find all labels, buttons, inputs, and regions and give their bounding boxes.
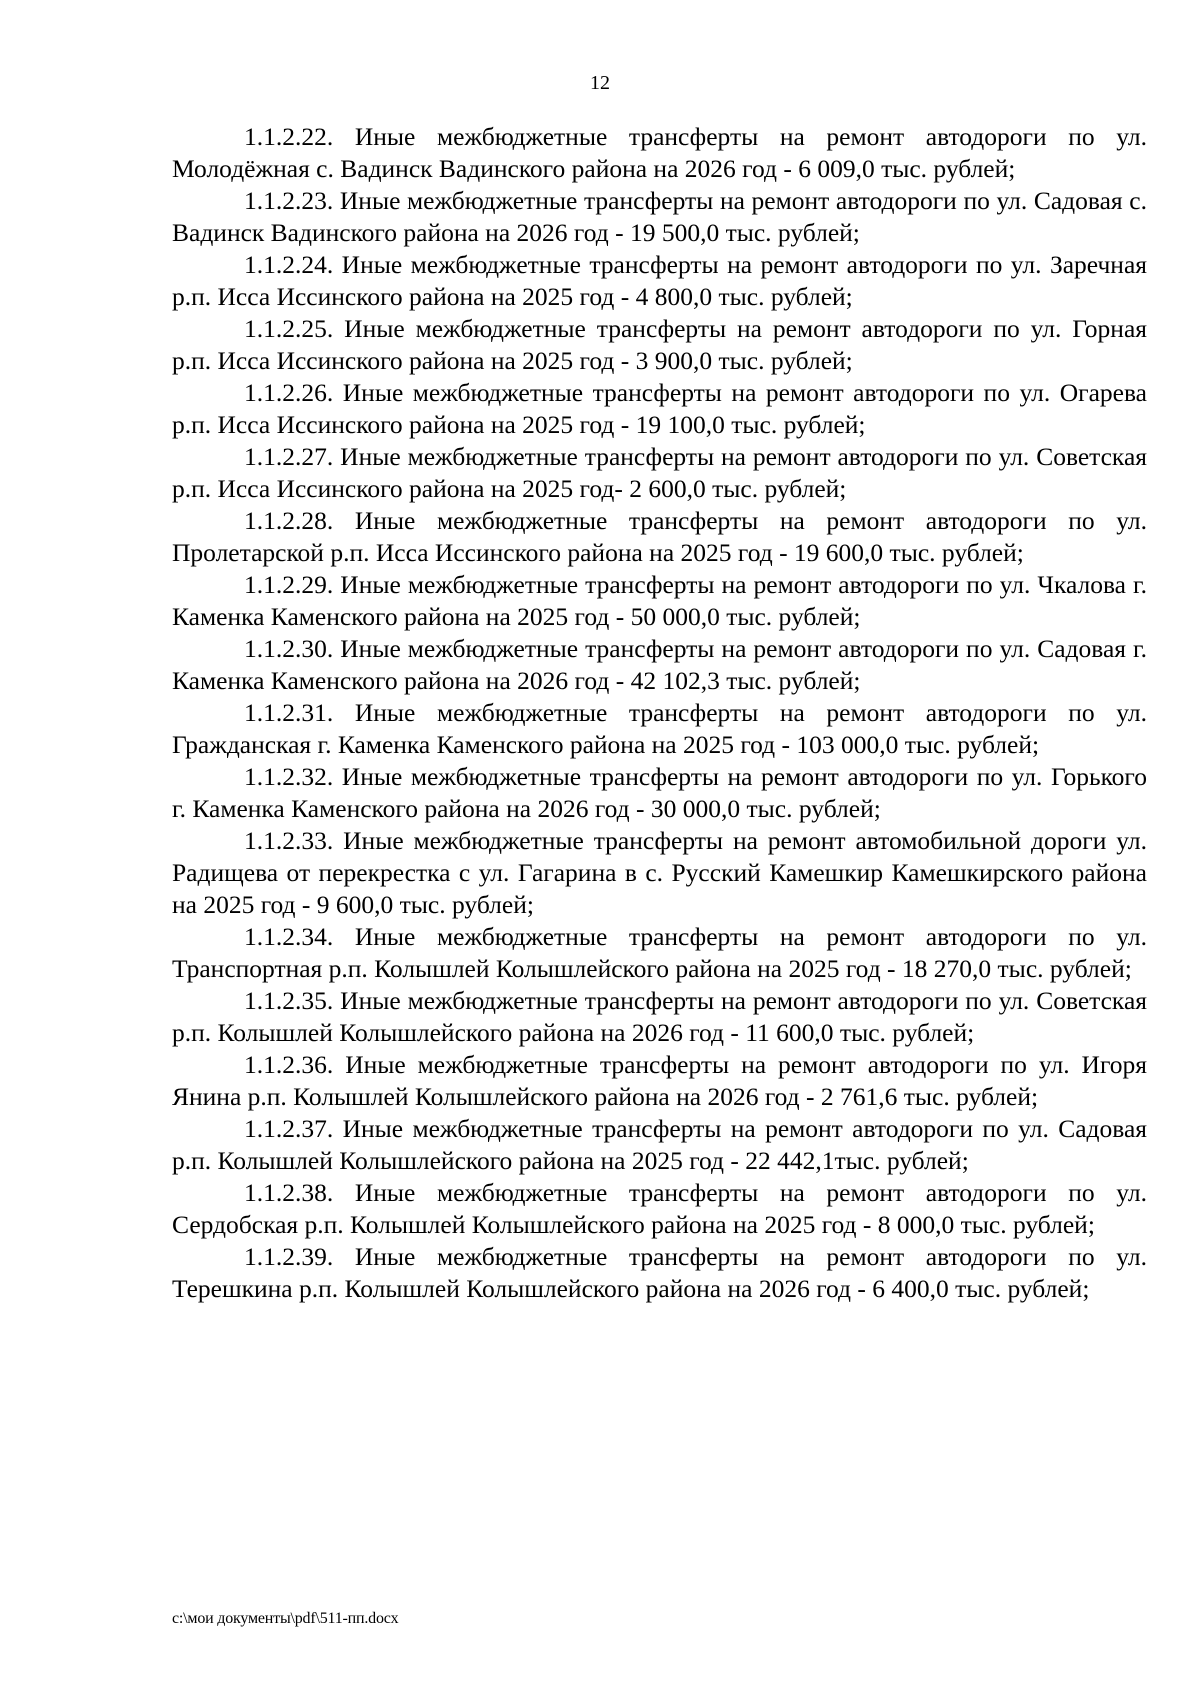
paragraph-1-1-2-26: 1.1.2.26. Иные межбюджетные трансферты на ремонт автодороги по ул. Огарева р.п. Исса Иссинского района на 2025 год - 19 100,0 тыс. рублей; <box>172 378 1147 439</box>
paragraph-1-1-2-22: 1.1.2.22. Иные межбюджетные трансферты на ремонт автодороги по ул. Молодёжная с. Вадинск Вадинского района на 2026 год - 6 009,0 тыс. рублей; <box>172 122 1147 183</box>
paragraph-1-1-2-28: 1.1.2.28. Иные межбюджетные трансферты на ремонт автодороги по ул. Пролетарской р.п. Исса Иссинского района на 2025 год - 19 600,0 тыс. рублей; <box>172 506 1147 567</box>
paragraph-1-1-2-38: 1.1.2.38. Иные межбюджетные трансферты на ремонт автодороги по ул. Сердобская р.п. Колышлей Колышлейского района на 2025 год - 8 000,0 тыс. рублей; <box>172 1178 1147 1239</box>
paragraph-1-1-2-29: 1.1.2.29. Иные межбюджетные трансферты на ремонт автодороги по ул. Чкалова г. Каменка Каменского района на 2025 год - 50 000,0 тыс. рублей; <box>172 570 1147 631</box>
paragraph-1-1-2-27: 1.1.2.27. Иные межбюджетные трансферты на ремонт автодороги по ул. Советская р.п. Исса Иссинского района на 2025 год- 2 600,0 тыс. рублей; <box>172 442 1147 503</box>
paragraph-1-1-2-23: 1.1.2.23. Иные межбюджетные трансферты на ремонт автодороги по ул. Садовая с. Вадинск Вадинского района на 2026 год - 19 500,0 тыс. рублей; <box>172 186 1147 247</box>
paragraph-1-1-2-32: 1.1.2.32. Иные межбюджетные трансферты на ремонт автодороги по ул. Горького г. Каменка Каменского района на 2026 год - 30 000,0 тыс. рублей; <box>172 762 1147 823</box>
paragraph-1-1-2-24: 1.1.2.24. Иные межбюджетные трансферты на ремонт автодороги по ул. Заречная р.п. Исса Иссинского района на 2025 год - 4 800,0 тыс. рублей; <box>172 250 1147 311</box>
paragraph-1-1-2-37: 1.1.2.37. Иные межбюджетные трансферты на ремонт автодороги по ул. Садовая р.п. Колышлей Колышлейского района на 2025 год - 22 442,1тыс. рублей; <box>172 1114 1147 1175</box>
paragraph-1-1-2-39: 1.1.2.39. Иные межбюджетные трансферты на ремонт автодороги по ул. Терешкина р.п. Колышлей Колышлейского района на 2026 год - 6 400,0 тыс. рублей; <box>172 1242 1147 1303</box>
paragraph-1-1-2-36: 1.1.2.36. Иные межбюджетные трансферты на ремонт автодороги по ул. Игоря Янина р.п. Колышлей Колышлейского района на 2026 год - 2 761,6 тыс. рублей; <box>172 1050 1147 1111</box>
document-body <box>172 121 1147 1305</box>
page-number: 12 <box>590 72 610 94</box>
paragraph-1-1-2-30: 1.1.2.30. Иные межбюджетные трансферты на ремонт автодороги по ул. Садовая г. Каменка Каменского района на 2026 год - 42 102,3 тыс. рублей; <box>172 634 1147 695</box>
paragraph-1-1-2-31: 1.1.2.31. Иные межбюджетные трансферты на ремонт автодороги по ул. Гражданская г. Каменка Каменского района на 2025 год - 103 000,0 тыс. рублей; <box>172 698 1147 759</box>
footer-file-path: c:\мои документы\pdf\511-пп.docx <box>172 1610 399 1627</box>
paragraph-1-1-2-33: 1.1.2.33. Иные межбюджетные трансферты на ремонт автомобильной дороги ул. Радищева от перекрестка с ул. Гагарина в с. Русский Камешкир Камешкирского района на 2025 год - 9 600,0 тыс. рублей; <box>172 826 1147 919</box>
paragraph-1-1-2-25: 1.1.2.25. Иные межбюджетные трансферты на ремонт автодороги по ул. Горная р.п. Исса Иссинского района на 2025 год - 3 900,0 тыс. рублей; <box>172 314 1147 375</box>
paragraph-1-1-2-34: 1.1.2.34. Иные межбюджетные трансферты на ремонт автодороги по ул. Транспортная р.п. Колышлей Колышлейского района на 2025 год - 18 270,0 тыс. рублей; <box>172 922 1147 983</box>
paragraph-1-1-2-35: 1.1.2.35. Иные межбюджетные трансферты на ремонт автодороги по ул. Советская р.п. Колышлей Колышлейского района на 2026 год - 11 600,0 тыс. рублей; <box>172 986 1147 1047</box>
